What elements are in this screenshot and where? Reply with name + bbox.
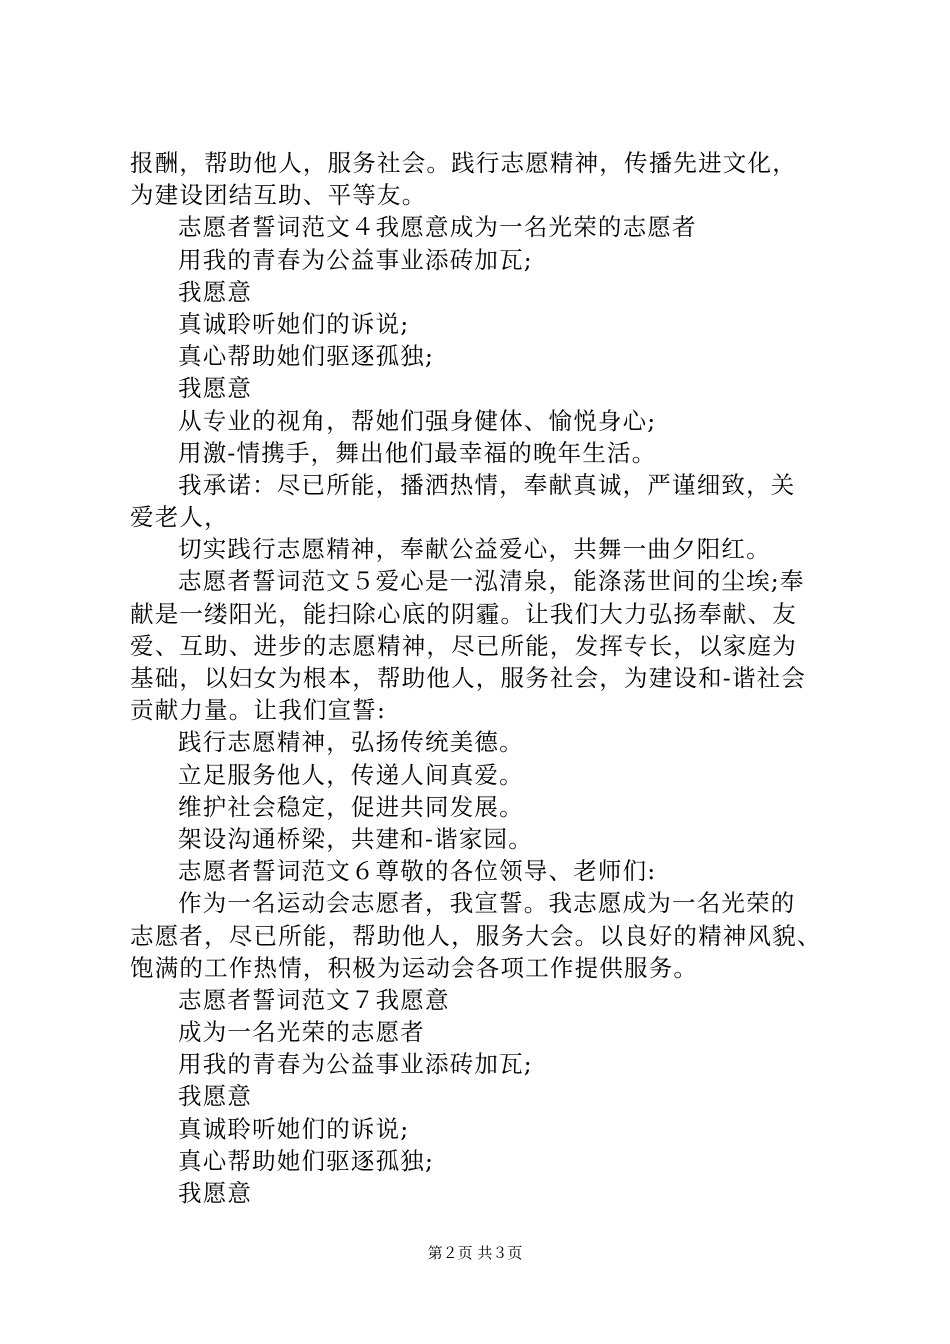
- text-line: 我承诺：尽已所能，播洒热情，奉献真诚，严谨细致，关: [178, 470, 796, 499]
- text-line: 切实践行志愿精神，奉献公益爱心，共舞一曲夕阳红。: [178, 535, 771, 564]
- text-line: 报酬，帮助他人，服务社会。践行志愿精神，传播先进文化，: [130, 149, 797, 177]
- text-line: 我愿意: [178, 1179, 253, 1207]
- text-line: 贡献力量。让我们宣誓:: [130, 696, 387, 725]
- text-line: 维护社会稳定，促进共同发展。: [178, 792, 524, 821]
- page-footer: [0, 1243, 950, 1263]
- text-line: 真诚聆听她们的诉说;: [178, 309, 410, 338]
- text-line: 从专业的视角，帮她们强身健体、愉悦身心;: [178, 406, 657, 435]
- text-line: 真心帮助她们驱逐孤独;: [178, 342, 435, 371]
- text-line: 我愿意: [178, 374, 253, 403]
- page-number: 第２页 共３页: [427, 1244, 523, 1262]
- text-line: 用激-情携手，舞出他们最幸福的晚年生活。: [178, 438, 657, 467]
- text-line: 真诚聆听她们的诉说;: [178, 1114, 410, 1143]
- text-line: 作为一名运动会志愿者，我宣誓。我志愿成为一名光荣的: [178, 889, 796, 918]
- document-body: [130, 147, 830, 1209]
- text-line: 用我的青春为公益事业添砖加瓦;: [178, 1050, 533, 1079]
- text-line: 真心帮助她们驱逐孤独;: [178, 1146, 435, 1175]
- text-line: 志愿者誓词范文７我愿意: [178, 985, 450, 1014]
- text-line: 爱、互助、进步的志愿精神，尽已所能，发挥专长，以家庭为: [130, 631, 797, 660]
- text-line: 架设沟通桥梁，共建和-谐家园。: [178, 824, 533, 853]
- text-line: 志愿者誓词范文５爱心是一泓清泉，能涤荡世间的尘埃;奉: [178, 567, 805, 596]
- text-line: 我愿意: [178, 277, 253, 306]
- text-line: 为建设团结互助、平等友。: [130, 181, 427, 210]
- text-line: 饱满的工作热情，积极为运动会各项工作提供服务。: [130, 953, 699, 982]
- text-line: 爱老人，: [130, 503, 229, 532]
- text-line: 献是一缕阳光，能扫除心底的阴霾。让我们大力弘扬奉献、友: [130, 599, 797, 628]
- text-line: 立足服务他人，传递人间真爱。: [178, 760, 524, 789]
- text-line: 践行志愿精神，弘扬传统美德。: [178, 728, 524, 757]
- text-line: 志愿者，尽已所能，帮助他人，服务大会。以良好的精神风貌、: [130, 921, 822, 950]
- text-line: 志愿者誓词范文６尊敬的各位领导、老师们:: [178, 857, 657, 886]
- text-line: 用我的青春为公益事业添砖加瓦;: [178, 245, 533, 274]
- text-line: 志愿者誓词范文４我愿意成为一名光荣的志愿者: [178, 213, 697, 242]
- text-line: 基础，以妇女为根本，帮助他人，服务社会，为建设和-谐社会: [130, 664, 807, 692]
- text-line: 成为一名光荣的志愿者: [178, 1018, 425, 1047]
- text-line: 我愿意: [178, 1082, 253, 1111]
